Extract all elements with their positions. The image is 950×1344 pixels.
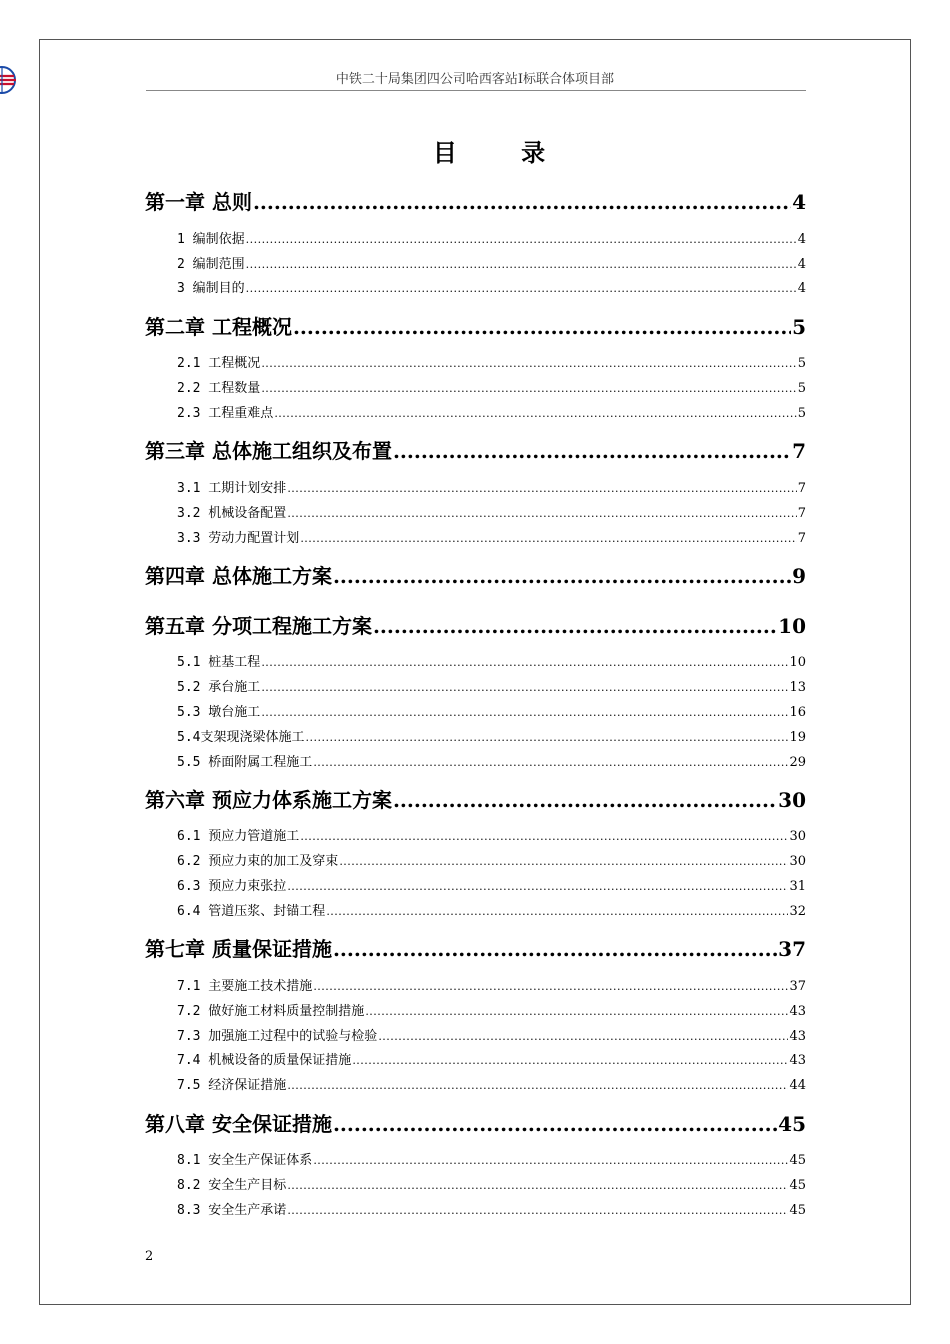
leader-dots <box>261 382 796 395</box>
leader-dots <box>378 1030 788 1043</box>
toc-page-number: 7 <box>797 531 806 546</box>
toc-section-label: 7.4 机械设备的质量保证措施 <box>177 1053 352 1068</box>
leader-dots <box>246 282 797 295</box>
toc-section-label: 2 编制范围 <box>177 257 245 272</box>
toc-section-label: 6.1 预应力管道施工 <box>177 829 300 844</box>
toc-section-label: 7.1 主要施工技术措施 <box>177 979 313 994</box>
leader-dots <box>287 1079 788 1092</box>
toc-section-2-2[interactable] <box>177 377 806 397</box>
toc-section-label: 2.2 工程数量 <box>177 381 261 396</box>
toc-page-number: 10 <box>789 655 806 670</box>
toc-section-label: 1 编制依据 <box>177 232 245 247</box>
toc-page-number: 37 <box>789 979 806 994</box>
toc-section-5-2[interactable] <box>177 676 806 696</box>
leader-dots <box>313 756 788 769</box>
toc-page-number: 31 <box>789 879 806 894</box>
leader-dots <box>246 258 797 271</box>
toc-chapter-3[interactable] <box>145 435 806 463</box>
toc-section-label: 7.2 做好施工材料质量控制措施 <box>177 1004 365 1019</box>
leader-dots <box>246 233 797 246</box>
leader-dots <box>261 357 796 370</box>
leader-dots <box>261 656 788 669</box>
toc-page-number: 4 <box>797 232 806 247</box>
toc-section-8-1[interactable] <box>177 1149 806 1169</box>
toc-section-8-3[interactable] <box>177 1199 806 1219</box>
leader-dots <box>393 439 791 463</box>
toc-page-number: 19 <box>789 730 806 745</box>
toc-page-number: 5 <box>792 315 806 339</box>
toc-page-number: 45 <box>789 1153 806 1168</box>
toc-section-8-2[interactable] <box>177 1174 806 1194</box>
toc-section-label: 7.3 加强施工过程中的试验与检验 <box>177 1029 378 1044</box>
toc-chapter-label: 第三章 总体施工组织及布置 <box>145 439 392 463</box>
toc-chapter-5[interactable] <box>145 610 806 638</box>
toc-page-number: 30 <box>778 788 806 812</box>
toc-section-label: 2.1 工程概况 <box>177 356 261 371</box>
toc-page-number: 7 <box>797 506 806 521</box>
toc-page-number: 16 <box>789 705 806 720</box>
toc-chapter-4[interactable] <box>145 560 806 588</box>
leader-dots <box>287 880 788 893</box>
running-header: 中铁二十局集团四公司哈西客站I标联合体项目部 <box>335 72 615 87</box>
toc-section-2-3[interactable] <box>177 402 806 422</box>
toc-section-1-3[interactable] <box>177 277 806 297</box>
leader-dots <box>287 482 796 495</box>
leader-dots <box>287 1179 788 1192</box>
leader-dots <box>287 1204 788 1217</box>
leader-dots <box>339 855 788 868</box>
toc-section-label: 5.2 承台施工 <box>177 680 261 695</box>
toc-page-number: 45 <box>789 1203 806 1218</box>
toc-section-7-1[interactable] <box>177 975 806 995</box>
leader-dots <box>261 681 788 694</box>
toc-section-1-1[interactable] <box>177 228 806 248</box>
toc-page-number: 32 <box>789 904 806 919</box>
toc-section-label: 5.4支架现浇梁体施工 <box>177 730 305 745</box>
toc-chapter-label: 第八章 安全保证措施 <box>145 1112 332 1136</box>
toc-section-6-3[interactable] <box>177 875 806 895</box>
toc-section-3-1[interactable] <box>177 477 806 497</box>
toc-page-number: 29 <box>789 755 806 770</box>
toc-page-number: 30 <box>789 854 806 869</box>
toc-section-7-4[interactable] <box>177 1049 806 1069</box>
toc-page-number: 4 <box>792 190 806 214</box>
leader-dots <box>333 564 791 588</box>
leader-dots <box>326 905 788 918</box>
toc-page-number: 5 <box>797 406 806 421</box>
toc-chapter-7[interactable] <box>145 933 806 961</box>
leader-dots <box>253 190 791 214</box>
toc-section-3-2[interactable] <box>177 502 806 522</box>
leader-dots <box>305 731 788 744</box>
leader-dots <box>365 1005 788 1018</box>
toc-chapter-label: 第五章 分项工程施工方案 <box>145 614 372 638</box>
toc-chapter-label: 第二章 工程概况 <box>145 315 292 339</box>
toc-section-7-2[interactable] <box>177 1000 806 1020</box>
toc-section-label: 7.5 经济保证措施 <box>177 1078 287 1093</box>
toc-page-number: 5 <box>797 356 806 371</box>
toc-section-6-2[interactable] <box>177 850 806 870</box>
leader-dots <box>274 407 796 420</box>
toc-section-label: 5.3 墩台施工 <box>177 705 261 720</box>
document-title: 目 录 <box>432 138 574 167</box>
toc-section-5-3[interactable] <box>177 701 806 721</box>
toc-page-number: 43 <box>789 1053 806 1068</box>
toc-section-label: 3.2 机械设备配置 <box>177 506 287 521</box>
toc-chapter-label: 第六章 预应力体系施工方案 <box>145 788 392 812</box>
toc-section-label: 3.3 劳动力配置计划 <box>177 531 300 546</box>
toc-section-5-5[interactable] <box>177 751 806 771</box>
leader-dots <box>300 532 796 545</box>
toc-chapter-8[interactable] <box>145 1108 806 1136</box>
toc-section-label: 2.3 工程重难点 <box>177 406 274 421</box>
toc-section-2-1[interactable] <box>177 352 806 372</box>
leader-dots <box>352 1054 788 1067</box>
leader-dots <box>313 1154 788 1167</box>
toc-page-number: 43 <box>789 1004 806 1019</box>
toc-page-number: 45 <box>789 1178 806 1193</box>
leader-dots <box>300 830 788 843</box>
toc-section-6-1[interactable] <box>177 825 806 845</box>
leader-dots <box>333 937 777 961</box>
toc-section-5-4[interactable] <box>177 726 806 746</box>
toc-page-number: 5 <box>797 381 806 396</box>
toc-chapter-label: 第一章 总则 <box>145 190 252 214</box>
leader-dots <box>261 706 788 719</box>
toc-section-label: 6.3 预应力束张拉 <box>177 879 287 894</box>
toc-page-number: 13 <box>789 680 806 695</box>
toc-section-label: 8.2 安全生产目标 <box>177 1178 287 1193</box>
toc-page-number: 4 <box>797 281 806 296</box>
toc-section-5-1[interactable] <box>177 651 806 671</box>
toc-section-label: 3 编制目的 <box>177 281 245 296</box>
toc-section-label: 5.5 桥面附属工程施工 <box>177 755 313 770</box>
toc-page-number: 10 <box>778 614 806 638</box>
leader-dots <box>373 614 777 638</box>
toc-page-number: 7 <box>797 481 806 496</box>
toc-chapter-label: 第七章 质量保证措施 <box>145 937 332 961</box>
toc-section-6-4[interactable] <box>177 900 806 920</box>
toc-section-label: 3.1 工期计划安排 <box>177 481 287 496</box>
toc-section-7-3[interactable] <box>177 1025 806 1045</box>
toc-page-number: 43 <box>789 1029 806 1044</box>
leader-dots <box>333 1112 777 1136</box>
toc-page-number: 4 <box>797 257 806 272</box>
toc-chapter-label: 第四章 总体施工方案 <box>145 564 332 588</box>
toc-section-1-2[interactable] <box>177 253 806 273</box>
toc-section-label: 8.1 安全生产保证体系 <box>177 1153 313 1168</box>
toc-section-3-3[interactable] <box>177 527 806 547</box>
toc-page-number: 44 <box>789 1078 806 1093</box>
leader-dots <box>293 315 791 339</box>
leader-dots <box>393 788 777 812</box>
leader-dots <box>313 980 788 993</box>
leader-dots <box>287 507 796 520</box>
toc-section-7-5[interactable] <box>177 1074 806 1094</box>
toc-section-label: 6.4 管道压浆、封锚工程 <box>177 904 326 919</box>
page-number: 2 <box>145 1249 154 1264</box>
toc-chapter-1[interactable] <box>145 186 806 214</box>
toc-page-number: 30 <box>789 829 806 844</box>
toc-page-number: 37 <box>778 937 806 961</box>
toc-section-label: 8.3 安全生产承诺 <box>177 1203 287 1218</box>
toc-chapter-2[interactable] <box>145 311 806 339</box>
toc-section-label: 5.1 桩基工程 <box>177 655 261 670</box>
toc-section-label: 6.2 预应力束的加工及穿束 <box>177 854 339 869</box>
toc-page-number: 45 <box>778 1112 806 1136</box>
toc-page-number: 9 <box>792 564 806 588</box>
toc-page-number: 7 <box>792 439 806 463</box>
toc-chapter-6[interactable] <box>145 784 806 812</box>
